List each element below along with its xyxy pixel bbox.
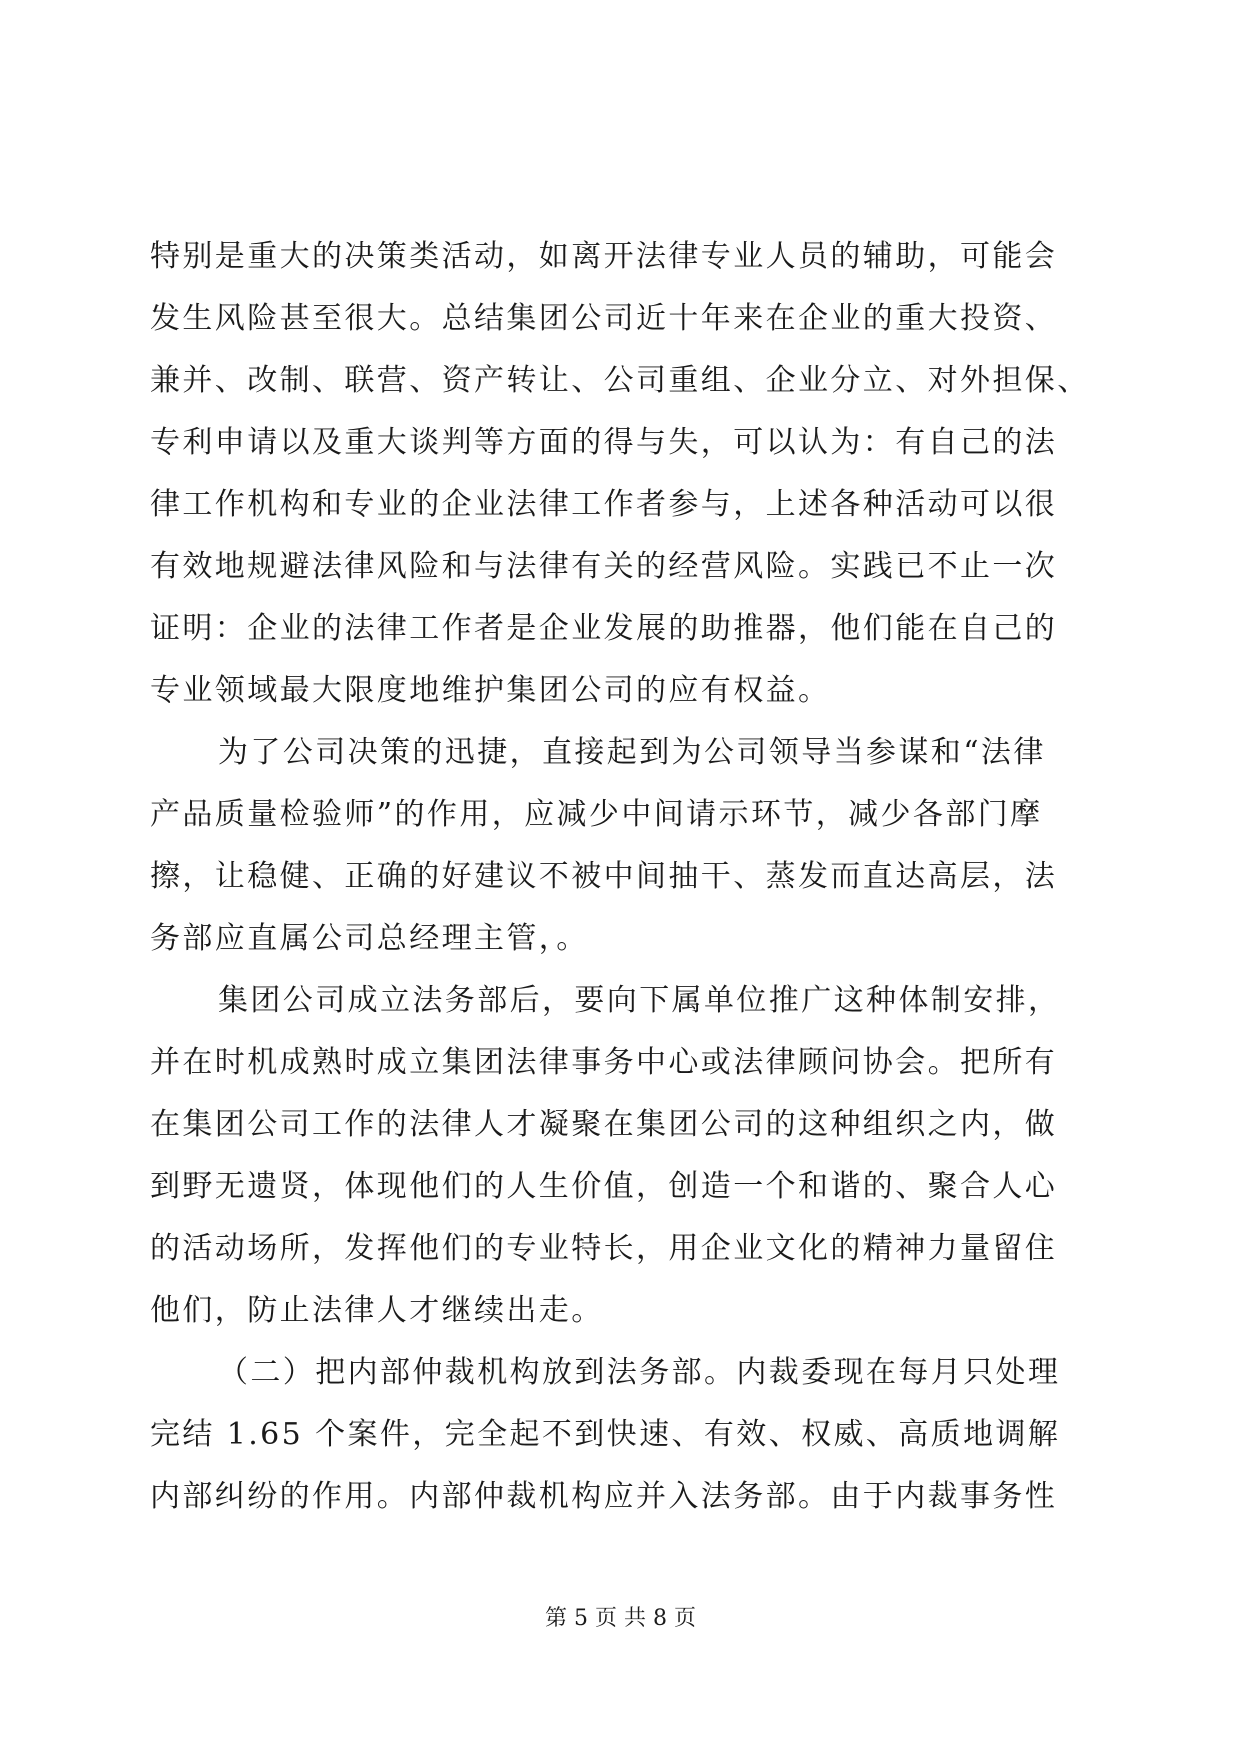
text-line-2: 发生风险甚至很大。总结集团公司近十年来在企业的重大投资、 — [150, 301, 1058, 336]
text-line-14: 并在时机成熟时成立集团法律事务中心或法律顾问协会。把所有 — [150, 1045, 1058, 1080]
text-line-7: 证明：企业的法律工作者是企业发展的助推器，他们能在自己的 — [150, 611, 1058, 646]
text-line-8: 专业领域最大限度地维护集团公司的应有权益。 — [150, 673, 831, 708]
text-line-17: 的活动场所，发挥他们的专业特长，用企业文化的精神力量留住 — [150, 1231, 1058, 1266]
text-line-1: 特别是重大的决策类活动，如离开法律专业人员的辅助，可能会 — [150, 239, 1058, 274]
text-line-5: 律工作机构和专业的企业法律工作者参与，上述各种活动可以很 — [150, 487, 1058, 522]
page-footer: 第 5 页 共 8 页 — [545, 1606, 696, 1631]
text-line-3: 兼并、改制、联营、资产转让、公司重组、企业分立、对外担保、 — [150, 363, 1090, 398]
text-line-20: 完结 1.65 个案件，完全起不到快速、有效、权威、高质地调解 — [150, 1417, 1061, 1452]
document-body — [150, 226, 1100, 1528]
text-line-11: 擦，让稳健、正确的好建议不被中间抽干、蒸发而直达高层，法 — [150, 859, 1058, 894]
text-line-4: 专利申请以及重大谈判等方面的得与失，可以认为：有自己的法 — [150, 425, 1058, 460]
text-line-21: 内部纠纷的作用。内部仲裁机构应并入法务部。由于内裁事务性 — [150, 1479, 1058, 1514]
text-line-6: 有效地规避法律风险和与法律有关的经营风险。实践已不止一次 — [150, 549, 1058, 584]
text-line-10: 产品质量检验师”的作用，应减少中间请示环节，减少各部门摩 — [150, 797, 1043, 832]
text-line-19: （二）把内部仲裁机构放到法务部。内裁委现在每月只处理 — [218, 1355, 1061, 1390]
text-line-12: 务部应直属公司总经理主管，。 — [150, 921, 589, 956]
text-line-13: 集团公司成立法务部后，要向下属单位推广这种体制安排， — [218, 983, 1061, 1018]
text-line-18: 他们，防止法律人才继续出走。 — [150, 1293, 604, 1328]
text-line-9: 为了公司决策的迅捷，直接起到为公司领导当参谋和“法律 — [218, 735, 1046, 770]
text-line-15: 在集团公司工作的法律人才凝聚在集团公司的这种组织之内，做 — [150, 1107, 1058, 1142]
text-line-16: 到野无遗贤，体现他们的人生价值，创造一个和谐的、聚合人心 — [150, 1169, 1058, 1204]
